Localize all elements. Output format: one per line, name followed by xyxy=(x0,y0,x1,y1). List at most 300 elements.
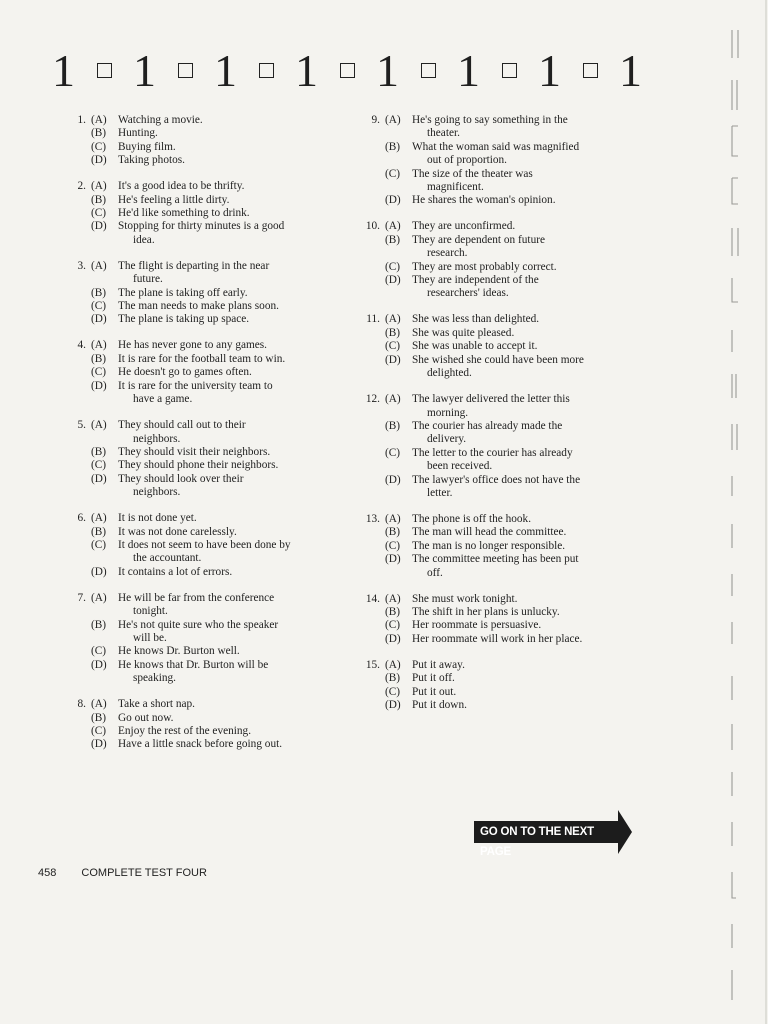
answer-option xyxy=(385,659,634,672)
answer-option xyxy=(91,260,360,287)
answer-option xyxy=(385,447,634,474)
option-text-line: been received. xyxy=(427,460,493,473)
option-text-line: Her roommate will work in her place. xyxy=(412,632,583,645)
header-mark-1: 1 xyxy=(52,45,75,96)
option-text xyxy=(118,180,360,193)
option-text-line: The plane is taking off early. xyxy=(118,286,248,299)
question-item xyxy=(60,512,360,579)
option-text xyxy=(118,207,360,220)
question-number: 6. xyxy=(77,512,86,525)
question-number: 8. xyxy=(77,698,86,711)
option-letter: (A) xyxy=(385,658,401,671)
answer-option xyxy=(385,513,634,526)
option-text xyxy=(118,539,360,566)
option-text xyxy=(118,194,360,207)
option-text xyxy=(412,619,634,632)
answer-options xyxy=(385,513,634,580)
option-letter: (D) xyxy=(385,632,401,645)
option-text-line: Her roommate is persuasive. xyxy=(412,619,542,632)
option-text-line: The size of the theater was xyxy=(412,167,533,180)
option-letter: (C) xyxy=(385,340,401,353)
question-item xyxy=(354,114,634,208)
option-text-line: out of proportion. xyxy=(427,154,508,167)
option-text xyxy=(412,526,634,539)
option-letter: (C) xyxy=(91,459,107,472)
option-letter: (D) xyxy=(385,194,401,207)
option-text-line: It is rare for the university team to xyxy=(118,379,273,392)
option-text-line: future. xyxy=(133,273,163,286)
option-letter: (B) xyxy=(91,286,107,299)
option-text xyxy=(412,327,634,340)
option-text xyxy=(412,699,634,712)
option-text-line: The man needs to make plans soon. xyxy=(118,300,279,313)
option-text xyxy=(118,619,360,646)
header-mark-4: 1 xyxy=(295,45,318,96)
question-item xyxy=(354,220,634,300)
option-text-line: He shares the woman's opinion. xyxy=(412,194,556,207)
option-text xyxy=(118,459,360,472)
option-text-line: Watching a movie. xyxy=(118,114,203,126)
option-text xyxy=(412,340,634,353)
option-text-line: It is rare for the football team to win. xyxy=(118,352,286,365)
option-text xyxy=(412,313,634,326)
answer-option xyxy=(385,168,634,195)
answer-option xyxy=(91,141,360,154)
question-number: 5. xyxy=(77,419,86,432)
option-letter: (C) xyxy=(91,366,107,379)
option-text-line: neighbors. xyxy=(133,432,181,445)
option-text-line: magnificent. xyxy=(427,181,484,194)
answer-options xyxy=(91,339,360,406)
option-text xyxy=(118,592,360,619)
option-letter: (A) xyxy=(91,591,107,604)
question-number: 2. xyxy=(77,180,86,193)
option-letter: (A) xyxy=(91,180,107,193)
option-letter: (C) xyxy=(91,207,107,220)
question-item xyxy=(354,513,634,580)
option-letter: (B) xyxy=(385,326,401,339)
option-text-line: He's going to say something in the xyxy=(412,114,568,126)
option-text-line: The man will head the committee. xyxy=(412,526,567,539)
answer-option xyxy=(91,698,360,711)
option-text-line: tonight. xyxy=(133,605,168,618)
option-text-line: The man is no longer responsible. xyxy=(412,539,566,552)
option-text xyxy=(412,274,634,301)
option-letter: (D) xyxy=(91,154,107,167)
header-mark-3: 1 xyxy=(214,45,237,96)
option-text-line: Buying film. xyxy=(118,140,176,153)
option-letter: (B) xyxy=(91,445,107,458)
option-text-line: They should phone their neighbors. xyxy=(118,459,279,472)
option-text xyxy=(412,633,634,646)
option-text-line: Go out now. xyxy=(118,711,174,724)
answer-option xyxy=(385,553,634,580)
option-letter: (C) xyxy=(385,539,401,552)
answer-option xyxy=(91,114,360,127)
answer-option xyxy=(385,194,634,207)
option-text-line: idea. xyxy=(133,233,155,246)
option-text-line: The courier has already made the xyxy=(412,419,563,432)
question-item xyxy=(354,393,634,500)
option-letter: (D) xyxy=(91,565,107,578)
option-text xyxy=(412,393,634,420)
option-text-line: Stopping for thirty minutes is a good xyxy=(118,220,285,233)
answer-option xyxy=(91,154,360,167)
option-text-line: The plane is taking up space. xyxy=(118,313,250,326)
answer-option xyxy=(385,619,634,632)
option-letter: (B) xyxy=(385,605,401,618)
answer-option xyxy=(91,659,360,686)
option-text-line: She was unable to accept it. xyxy=(412,340,538,353)
option-text-line: The lawyer's office does not have the xyxy=(412,473,581,486)
option-text xyxy=(412,261,634,274)
option-text xyxy=(118,512,360,525)
answer-option xyxy=(91,220,360,247)
binding-edge-marks xyxy=(720,0,768,1024)
answer-option xyxy=(385,313,634,326)
option-letter: (C) xyxy=(385,446,401,459)
option-text xyxy=(412,220,634,233)
question-item xyxy=(354,593,634,647)
answer-options xyxy=(385,313,634,380)
option-text xyxy=(412,686,634,699)
answer-option xyxy=(385,686,634,699)
option-text xyxy=(412,354,634,381)
option-text-line: He knows Dr. Burton well. xyxy=(118,645,240,658)
option-text-line: It was not done carelessly. xyxy=(118,525,237,538)
option-text xyxy=(118,141,360,154)
option-letter: (A) xyxy=(385,114,401,126)
answer-option xyxy=(385,220,634,233)
question-item xyxy=(354,659,634,713)
answer-option xyxy=(91,738,360,751)
option-letter: (D) xyxy=(385,553,401,566)
answer-option xyxy=(385,274,634,301)
answer-option xyxy=(91,619,360,646)
option-text xyxy=(118,645,360,658)
answer-option xyxy=(91,512,360,525)
question-number: 9. xyxy=(371,114,380,126)
answer-option xyxy=(385,633,634,646)
option-text xyxy=(118,380,360,407)
option-letter: (D) xyxy=(385,699,401,711)
option-text-line: They are most probably correct. xyxy=(412,260,557,273)
answer-option xyxy=(385,340,634,353)
option-text-line: He knows that Dr. Burton will be xyxy=(118,658,269,671)
header-mark-7: 1 xyxy=(538,45,561,96)
header-mark-5: 1 xyxy=(376,45,399,96)
option-text xyxy=(412,672,634,685)
option-letter: (C) xyxy=(385,619,401,632)
question-number: 11. xyxy=(366,313,380,326)
option-text-line: He doesn't go to games often. xyxy=(118,366,252,379)
answer-option xyxy=(91,194,360,207)
option-text xyxy=(118,300,360,313)
option-text xyxy=(118,725,360,738)
option-letter: (B) xyxy=(91,127,107,140)
answer-option xyxy=(91,645,360,658)
option-text-line: It is not done yet. xyxy=(118,512,197,525)
option-text-line: They are independent of the xyxy=(412,274,539,287)
option-text xyxy=(412,659,634,672)
option-letter: (B) xyxy=(385,419,401,432)
question-number: 15. xyxy=(365,658,380,671)
option-letter: (A) xyxy=(91,419,107,432)
option-text-line: researchers' ideas. xyxy=(427,287,509,300)
option-text-line: The committee meeting has been put xyxy=(412,553,579,566)
answer-option xyxy=(385,526,634,539)
questions-right-column xyxy=(354,114,634,725)
answer-option xyxy=(91,300,360,313)
answer-option xyxy=(91,473,360,500)
answer-option xyxy=(91,446,360,459)
answer-options xyxy=(91,114,360,168)
option-text xyxy=(412,447,634,474)
option-letter: (A) xyxy=(91,698,107,711)
option-text-line: Enjoy the rest of the evening. xyxy=(118,725,252,737)
option-letter: (A) xyxy=(385,512,401,525)
option-letter: (A) xyxy=(385,592,401,605)
option-text xyxy=(412,234,634,261)
option-text-line: He will be far from the conference xyxy=(118,591,275,604)
answer-option xyxy=(91,712,360,725)
option-text xyxy=(412,606,634,619)
answer-option xyxy=(385,141,634,168)
question-item xyxy=(60,592,360,686)
answer-option xyxy=(385,672,634,685)
option-text xyxy=(412,513,634,526)
option-text-line: morning. xyxy=(427,406,469,419)
question-item xyxy=(60,114,360,168)
option-text-line: They should call out to their xyxy=(118,419,246,432)
option-text-line: The letter to the courier has already xyxy=(412,446,573,459)
option-text xyxy=(118,220,360,247)
option-letter: (C) xyxy=(385,167,401,180)
answer-option xyxy=(91,380,360,407)
option-text xyxy=(118,287,360,300)
header-box xyxy=(340,63,355,78)
option-text-line: Taking photos. xyxy=(118,154,185,167)
option-text xyxy=(118,339,360,352)
question-number: 3. xyxy=(77,259,86,272)
header-mark-2: 1 xyxy=(133,45,156,96)
answer-option xyxy=(91,180,360,193)
option-letter: (A) xyxy=(91,512,107,525)
answer-options xyxy=(385,393,634,500)
question-number: 13. xyxy=(365,512,380,525)
option-text-line: The lawyer delivered the letter this xyxy=(412,393,570,406)
answer-option xyxy=(91,313,360,326)
header-mark-6: 1 xyxy=(457,45,480,96)
option-text xyxy=(118,260,360,287)
question-item xyxy=(60,180,360,247)
answer-option xyxy=(91,366,360,379)
option-text xyxy=(412,141,634,168)
option-letter: (B) xyxy=(91,525,107,538)
option-text-line: off. xyxy=(427,566,443,579)
option-text-line: They are unconfirmed. xyxy=(412,220,516,233)
question-number: 12. xyxy=(365,393,380,406)
option-text-line: The phone is off the hook. xyxy=(412,512,532,525)
option-text-line: He's feeling a little dirty. xyxy=(118,193,230,206)
header-box xyxy=(583,63,598,78)
option-text xyxy=(412,420,634,447)
option-text-line: Take a short nap. xyxy=(118,698,196,711)
option-text xyxy=(118,446,360,459)
option-text-line: He has never gone to any games. xyxy=(118,339,268,352)
option-text-line: theater. xyxy=(427,127,460,140)
option-letter: (B) xyxy=(91,618,107,631)
option-text xyxy=(118,738,360,751)
answer-options xyxy=(385,114,634,208)
option-text xyxy=(412,114,634,141)
option-letter: (A) xyxy=(91,259,107,272)
answer-option xyxy=(91,419,360,446)
option-text xyxy=(118,114,360,127)
option-text-line: Have a little snack before going out. xyxy=(118,738,283,751)
option-text-line: delivery. xyxy=(427,433,467,446)
questions-left-column xyxy=(60,114,360,764)
answer-options xyxy=(91,698,360,752)
option-letter: (D) xyxy=(385,274,401,287)
option-text-line: neighbors. xyxy=(133,486,181,499)
answer-option xyxy=(385,474,634,501)
question-item xyxy=(60,419,360,499)
option-text xyxy=(118,313,360,326)
option-text-line: delighted. xyxy=(427,367,472,380)
option-letter: (D) xyxy=(385,473,401,486)
option-text-line: have a game. xyxy=(133,393,193,406)
option-text-line: the accountant. xyxy=(133,552,202,565)
answer-options xyxy=(385,220,634,300)
option-text-line: She must work tonight. xyxy=(412,592,518,605)
option-letter: (D) xyxy=(91,313,107,326)
option-letter: (B) xyxy=(385,233,401,246)
answer-option xyxy=(385,261,634,274)
answer-option xyxy=(385,354,634,381)
option-letter: (D) xyxy=(91,472,107,485)
answer-options xyxy=(91,512,360,579)
option-text-line: The shift in her plans is unlucky. xyxy=(412,605,560,618)
option-letter: (A) xyxy=(91,114,107,126)
question-number: 7. xyxy=(77,591,86,604)
answer-option xyxy=(91,725,360,738)
answer-option xyxy=(385,327,634,340)
option-text-line: What the woman said was magnified xyxy=(412,140,580,153)
option-letter: (B) xyxy=(385,672,401,685)
option-text-line: research. xyxy=(427,247,468,260)
answer-option xyxy=(385,234,634,261)
option-text-line: He's not quite sure who the speaker xyxy=(118,618,279,631)
option-letter: (C) xyxy=(91,140,107,153)
page-number: 458 xyxy=(38,867,57,879)
option-letter: (D) xyxy=(91,379,107,392)
option-letter: (C) xyxy=(385,685,401,698)
option-text xyxy=(412,474,634,501)
option-text-line: Put it down. xyxy=(412,699,467,711)
option-text-line: She wished she could have been more xyxy=(412,353,584,366)
option-text xyxy=(118,154,360,167)
next-page-label: GO ON TO THE NEXT PAGE xyxy=(480,826,594,858)
answer-options xyxy=(385,659,634,713)
option-text xyxy=(118,659,360,686)
page-footer xyxy=(38,867,207,879)
option-letter: (C) xyxy=(91,645,107,658)
option-letter: (D) xyxy=(91,220,107,233)
option-text-line: It contains a lot of errors. xyxy=(118,565,233,578)
option-text-line: They should look over their xyxy=(118,472,244,485)
question-number: 4. xyxy=(77,339,86,352)
option-text xyxy=(412,540,634,553)
option-text xyxy=(412,168,634,195)
question-item xyxy=(60,260,360,327)
next-page-banner xyxy=(474,810,632,858)
answer-option xyxy=(385,420,634,447)
option-text xyxy=(118,419,360,446)
answer-options xyxy=(91,260,360,327)
option-text-line: will be. xyxy=(133,631,167,644)
option-text-line: It's a good idea to be thrifty. xyxy=(118,180,245,193)
option-letter: (B) xyxy=(385,140,401,153)
answer-option xyxy=(385,393,634,420)
option-letter: (D) xyxy=(385,353,401,366)
header-box xyxy=(421,63,436,78)
header-mark-8: 1 xyxy=(619,45,642,96)
answer-option xyxy=(91,526,360,539)
answer-option xyxy=(91,207,360,220)
option-letter: (A) xyxy=(385,393,401,406)
option-letter: (A) xyxy=(385,313,401,326)
option-letter: (C) xyxy=(91,725,107,737)
option-letter: (C) xyxy=(91,300,107,313)
option-letter: (B) xyxy=(91,711,107,724)
answer-option xyxy=(91,287,360,300)
option-text xyxy=(118,566,360,579)
answer-option xyxy=(385,699,634,712)
option-letter: (C) xyxy=(91,538,107,551)
question-item xyxy=(354,313,634,380)
option-text xyxy=(118,127,360,140)
option-text-line: speaking. xyxy=(133,672,176,685)
answer-options xyxy=(385,593,634,647)
option-text-line: letter. xyxy=(427,486,453,499)
option-text xyxy=(412,553,634,580)
option-text xyxy=(118,366,360,379)
option-letter: (A) xyxy=(91,339,107,352)
option-letter: (A) xyxy=(385,220,401,233)
option-letter: (B) xyxy=(385,526,401,539)
answer-option xyxy=(91,566,360,579)
question-number: 1. xyxy=(77,114,86,126)
answer-options xyxy=(91,419,360,499)
option-letter: (B) xyxy=(91,352,107,365)
question-item xyxy=(60,698,360,752)
header-box xyxy=(502,63,517,78)
answer-option xyxy=(91,459,360,472)
option-text-line: The flight is departing in the near xyxy=(118,259,270,272)
option-text xyxy=(118,526,360,539)
question-item xyxy=(60,339,360,406)
answer-option xyxy=(91,592,360,619)
answer-option xyxy=(91,353,360,366)
option-text xyxy=(412,194,634,207)
answer-option xyxy=(91,539,360,566)
option-text-line: She was less than delighted. xyxy=(412,313,540,326)
option-text xyxy=(118,353,360,366)
option-text xyxy=(118,698,360,711)
option-text-line: Put it away. xyxy=(412,658,465,671)
option-text-line: Put it out. xyxy=(412,685,457,698)
